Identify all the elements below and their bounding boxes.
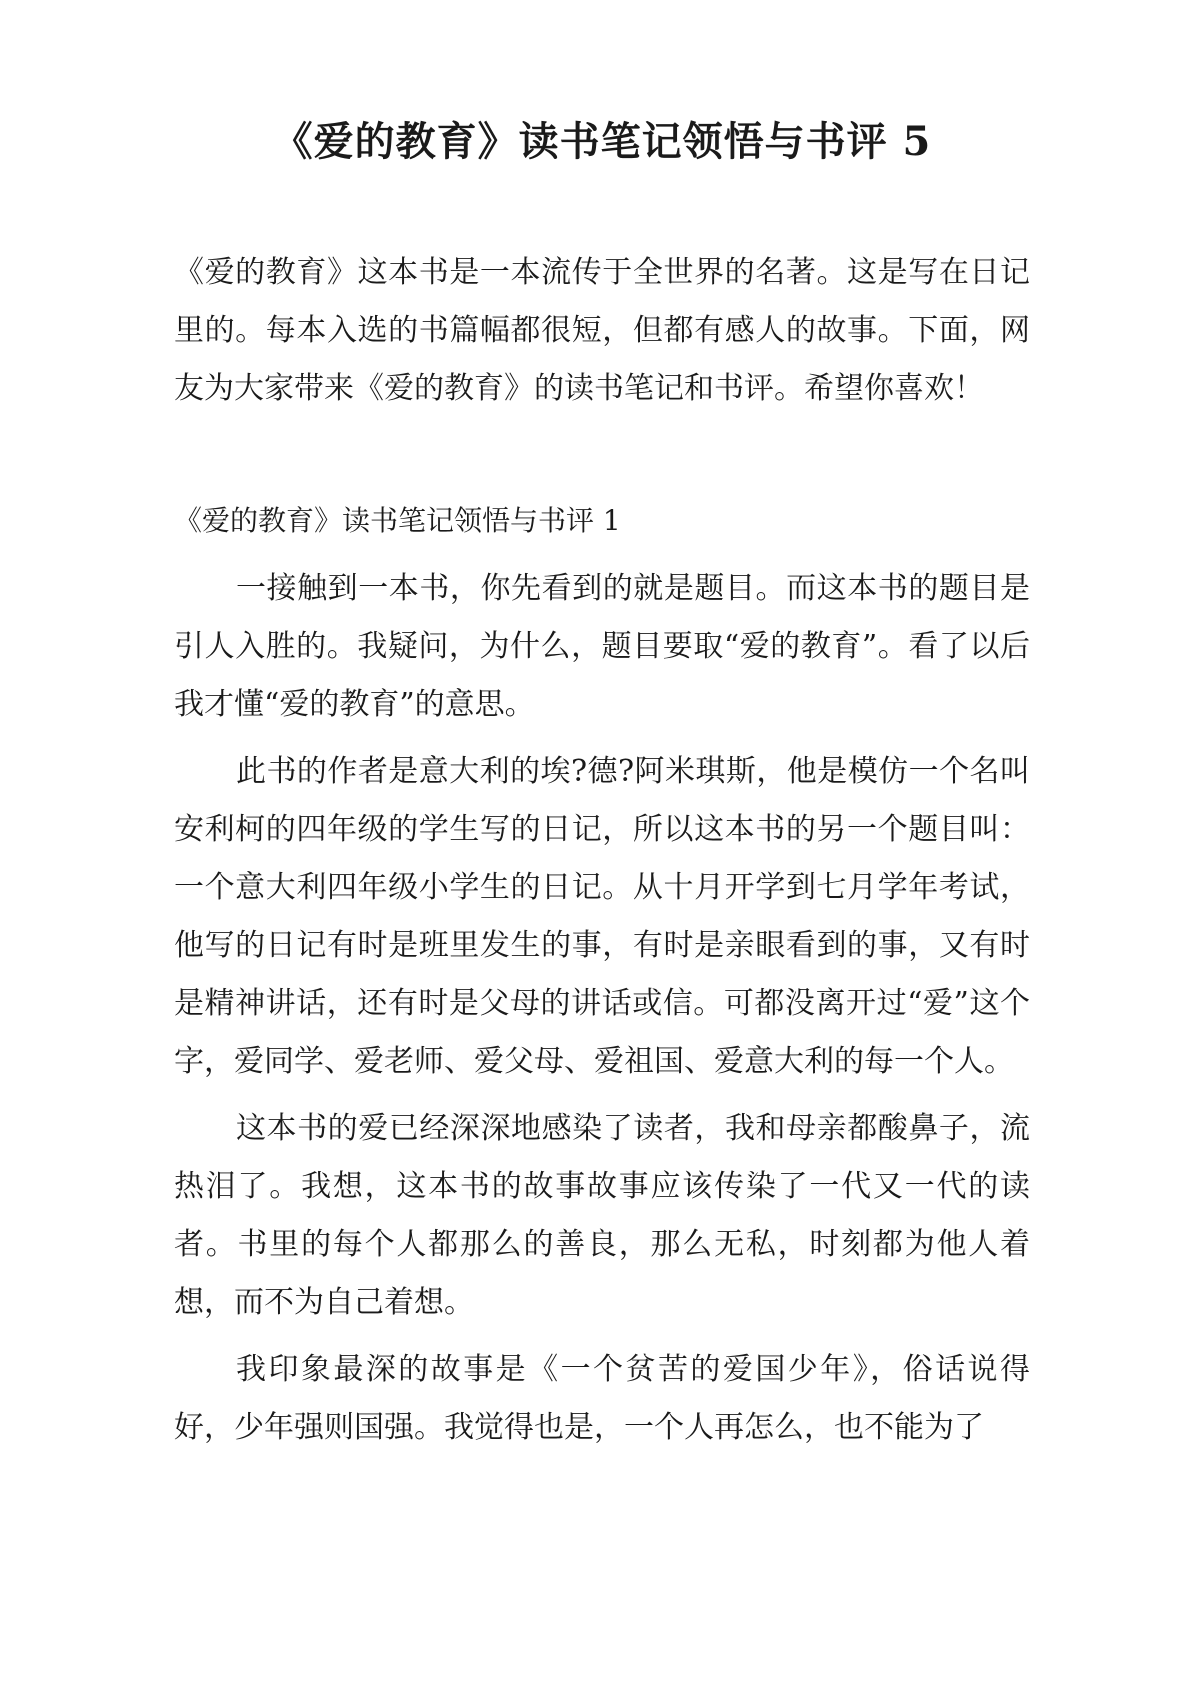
intro-paragraph: 《爱的教育》这本书是一本流传于全世界的名著。这是写在日记里的。每本入选的书篇幅都很短，但都有感人的故事。下面，网友为大家带来《爱的教育》的读书笔记和书评。希望你喜欢！: [174, 255, 1030, 406]
body-paragraph: 我印象最深的故事是《一个贫苦的爱国少年》，俗话说得好，少年强则国强。我觉得也是，一个人再怎么，也不能为了: [174, 1352, 1030, 1445]
document-title: 《爱的教育》读书笔记领悟与书评 5: [272, 118, 932, 165]
section-heading: 《爱的教育》读书笔记领悟与书评 1: [174, 504, 621, 537]
document-body: [174, 560, 1030, 1466]
body-paragraph: 此书的作者是意大利的埃?德?阿米琪斯，他是模仿一个名叫安利柯的四年级的学生写的日记，所以这本书的另一个题目叫：一个意大利四年级小学生的日记。从十月开学到七月学年考试，他写的日记有时是班里发生的事，有时是亲眼看到的事，又有时是精神讲话，还有时是父母的讲话或信。可都没离开过“爱”这个字，爱同学、爱老师、爱父母、爱祖国、爱意大利的每一个人。: [174, 754, 1030, 1079]
body-paragraph: 一接触到一本书，你先看到的就是题目。而这本书的题目是引人入胜的。我疑问，为什么，题目要取“爱的教育”。看了以后我才懂“爱的教育”的意思。: [174, 571, 1030, 722]
body-paragraph: 这本书的爱已经深深地感染了读者，我和母亲都酸鼻子，流热泪了。我想，这本书的故事故事应该传染了一代又一代的读者。书里的每个人都那么的善良，那么无私，时刻都为他人着想，而不为自己着想。: [174, 1111, 1030, 1320]
